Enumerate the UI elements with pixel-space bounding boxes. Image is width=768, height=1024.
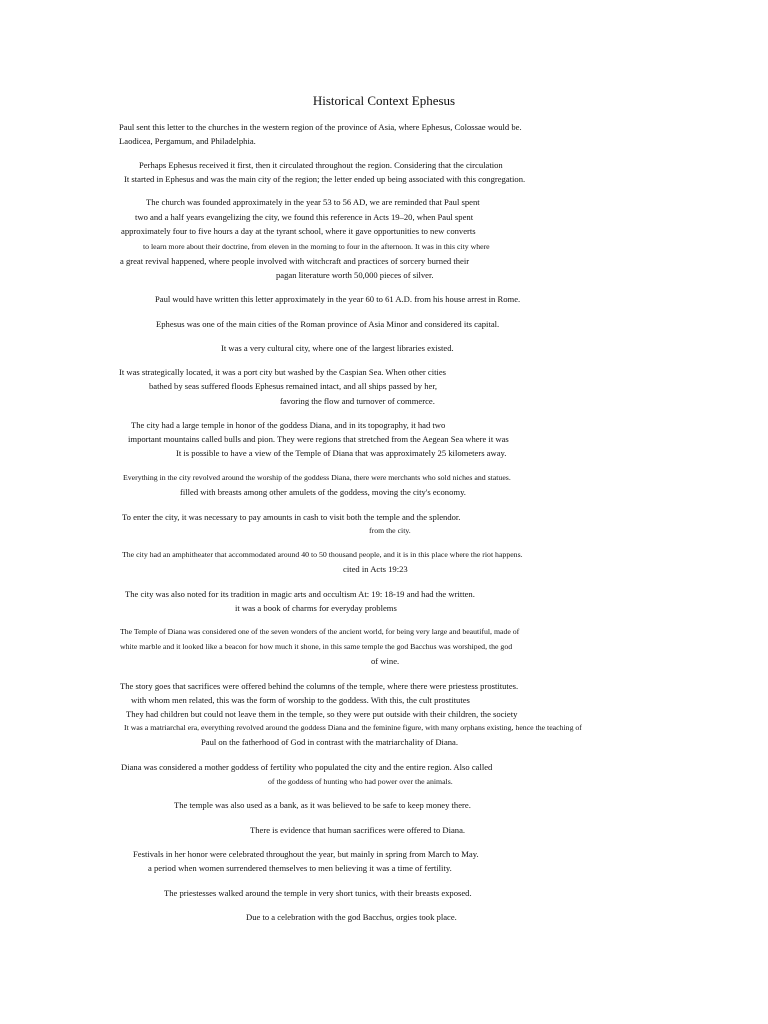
text-line: white marble and it looked like a beacon for how much it shone, in this same temple the god Bacchus was worshiped, the god — [120, 642, 513, 651]
text-line: The Temple of Diana was considered one of the seven wonders of the ancient world, for being very large and beautiful, made of — [120, 627, 520, 636]
text-line: The temple was also used as a bank, as it was believed to be safe to keep money there. — [174, 800, 471, 810]
text-line: Festivals in her honor were celebrated throughout the year, but mainly in spring from March to May. — [133, 849, 479, 859]
text-line: To enter the city, it was necessary to pay amounts in cash to visit both the temple and the splendor. — [122, 512, 461, 522]
text-line: pagan literature worth 50,000 pieces of silver. — [276, 270, 434, 280]
text-line: Diana was considered a mother goddess of fertility who populated the city and the entire region. Also called — [121, 762, 493, 772]
text-line: to learn more about their doctrine, from eleven in the morning to four in the afternoon. It was in this city where — [143, 242, 490, 251]
text-line: The city was also noted for its tradition in magic arts and occultism At: 19: 18-19 and had the written. — [125, 589, 475, 599]
text-line: The church was founded approximately in the year 53 to 56 AD, we are reminded that Paul spent — [146, 197, 480, 207]
text-line: It was a matriarchal era, everything revolved around the goddess Diana and the feminine figure, with many orphans existing, hence the teaching of — [124, 723, 582, 732]
text-line: Due to a celebration with the god Bacchus, orgies took place. — [246, 912, 457, 922]
text-line: The city had a large temple in honor of the goddess Diana, and in its topography, it had two — [131, 420, 446, 430]
text-line: It was strategically located, it was a port city but washed by the Caspian Sea. When other cities — [119, 367, 447, 377]
text-line: It started in Ephesus and was the main city of the region; the letter ended up being associated with this congregation. — [124, 174, 526, 184]
text-line: Laodicea, Pergamum, and Philadelphia. — [119, 136, 256, 146]
text-line: favoring the flow and turnover of commerce. — [280, 396, 435, 406]
text-line: The priestesses walked around the temple in very short tunics, with their breasts exposed. — [164, 888, 472, 898]
text-line: The city had an amphitheater that accommodated around 40 to 50 thousand people, and it is in this place where the riot happens. — [122, 550, 523, 559]
text-line: of the goddess of hunting who had power over the animals. — [268, 777, 453, 786]
text-line: It was a very cultural city, where one of the largest libraries existed. — [221, 343, 454, 353]
text-line: The story goes that sacrifices were offered behind the columns of the temple, where there were priestess prostitutes. — [120, 681, 519, 691]
text-line: cited in Acts 19:23 — [343, 564, 408, 574]
text-line: with whom men related, this was the form of worship to the goddess. With this, the cult prostitutes — [131, 695, 470, 705]
text-line: from the city. — [369, 526, 411, 535]
text-line: filled with breasts among other amulets of the goddess, moving the city's economy. — [180, 487, 466, 497]
text-line: a period when women surrendered themselves to men believing it was a time of fertility. — [148, 863, 452, 873]
text-line: bathed by seas suffered floods Ephesus remained intact, and all ships passed by her, — [149, 381, 438, 391]
text-line: a great revival happened, where people involved with witchcraft and practices of sorcery burned their — [120, 256, 470, 266]
page-title: Historical Context Ephesus — [312, 93, 456, 108]
text-line: They had children but could not leave them in the temple, so they were put outside with their children, the society — [126, 709, 518, 719]
text-line: Ephesus was one of the main cities of the Roman province of Asia Minor and considered its capital. — [156, 319, 500, 329]
text-line: There is evidence that human sacrifices were offered to Diana. — [250, 825, 466, 835]
text-line: two and a half years evangelizing the city, we found this reference in Acts 19–20, when Paul spent — [135, 212, 474, 222]
text-line: important mountains called bulls and pion. They were regions that stretched from the Aegean Sea where it was — [128, 434, 509, 444]
text-line: of wine. — [371, 656, 400, 666]
text-line: Paul sent this letter to the churches in the western region of the province of Asia, where Ephesus, Colossae would be. — [119, 122, 522, 132]
text-line: it was a book of charms for everyday problems — [235, 603, 397, 613]
text-line: Paul on the fatherhood of God in contrast with the matriarchality of Diana. — [201, 737, 459, 747]
text-line: Perhaps Ephesus received it first, then it circulated throughout the region. Considering that the circulation — [139, 160, 503, 170]
text-line: Everything in the city revolved around the worship of the goddess Diana, there were merchants who sold niches and statues. — [123, 473, 511, 482]
text-line: approximately four to five hours a day at the tyrant school, where it gave opportunities to new converts — [121, 226, 476, 236]
text-line: Paul would have written this letter approximately in the year 60 to 61 A.D. from his house arrest in Rome. — [155, 294, 521, 304]
text-line: It is possible to have a view of the Temple of Diana that was approximately 25 kilometers away. — [176, 448, 507, 458]
